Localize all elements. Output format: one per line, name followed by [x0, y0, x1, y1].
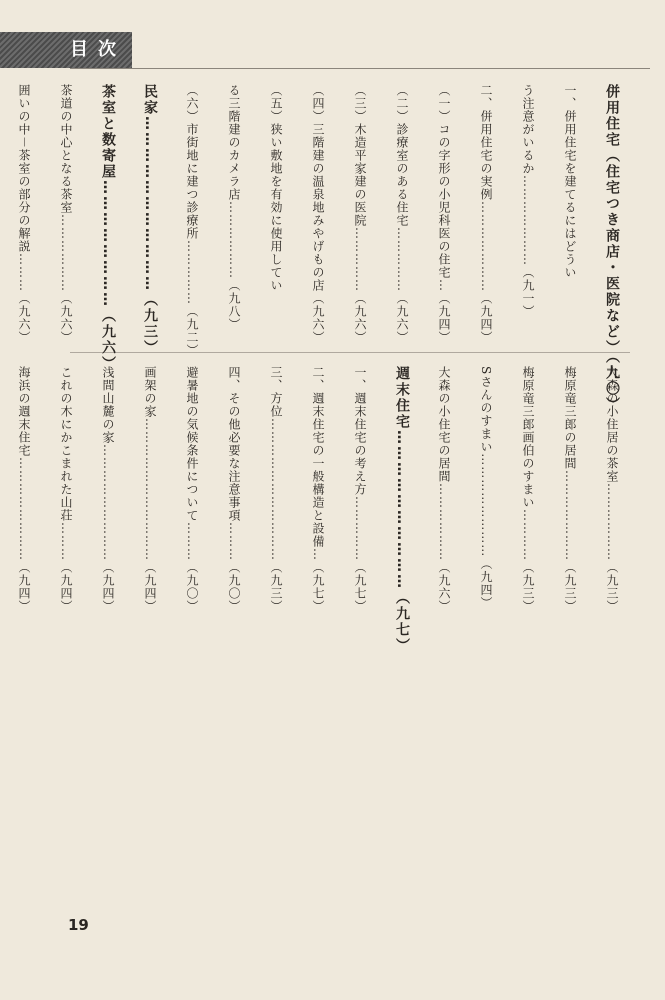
toc-entry: 大森の小住宅の居間………………（九六） [437, 366, 451, 613]
toc-entry: 浅間山麓の家………………………（九四） [101, 366, 115, 613]
toc-entry: 三、方位……………………………（九三） [269, 366, 283, 613]
toc-entry: 茶室と数寄屋……………………（九六） [100, 84, 116, 372]
toc-entry: 週末住宅…………………………（九七） [394, 366, 410, 654]
toc-entry: 併用住宅（住宅つき商店・医院など）（九〇） [604, 84, 620, 413]
toc-entry: 囲いの中－茶室の部分の解説………（九六） [17, 84, 31, 345]
toc-entry: る三階建のカメラ店………………（九八） [227, 84, 241, 331]
toc-entry: 海浜の週末住宅……………………（九四） [17, 366, 31, 613]
page-title: 目次 [70, 39, 126, 60]
toc-entry: 民家……………………………（九三） [142, 84, 158, 356]
toc-entry: （五）狭い敷地を有効に使用してい [269, 84, 283, 292]
toc-entry: （一）コの字形の小児科医の住宅…（九四） [437, 84, 451, 344]
toc-entry: 二、併用住宅の実例…………………（九四） [479, 84, 493, 344]
toc-entry: 一、併用住宅を建てるにはどうい [563, 84, 577, 279]
toc-entry: う注意がいるか…………………（九一） [521, 84, 535, 318]
toc-entry: 四、その他必要な注意事項………（九〇） [227, 366, 241, 613]
toc-entry: 避暑地の気候条件について………（九〇） [185, 366, 199, 613]
toc-entry: （三）木造平家建の医院……………（九六） [353, 84, 367, 344]
top-divider [70, 68, 650, 69]
toc-entry: （二）診療室のある住宅……………（九六） [395, 84, 409, 344]
toc-entry: 一、週末住宅の考え方……………（九七） [353, 366, 367, 613]
toc-top-section [17, 84, 647, 413]
toc-entry: 大森の小住居の茶室………………（九三） [605, 366, 619, 613]
toc-entry: 二、週末住宅の一般構造と設備…（九七） [311, 366, 325, 613]
toc-entry: Sさんのすまい……………………（九四） [479, 366, 493, 610]
toc-entry: 梅原竜三郎画伯のすまい…………（九三） [521, 366, 535, 613]
toc-entry: （四）三階建の温泉地みやげもの店（九六） [311, 84, 325, 344]
toc-entry: （六）市街地に建つ診療所……………（九二） [185, 84, 199, 357]
toc-entry: 梅原竜三郎の居間…………………（九三） [563, 366, 577, 613]
page-number: 19 [68, 916, 89, 934]
toc-entry: 茶道の中心となる茶室………………（九六） [59, 84, 73, 344]
toc-bottom-section [17, 366, 647, 896]
toc-entry: これの木にかこまれた山荘………（九四） [59, 366, 73, 613]
toc-entry: 画架の家……………………………（九四） [143, 366, 157, 613]
